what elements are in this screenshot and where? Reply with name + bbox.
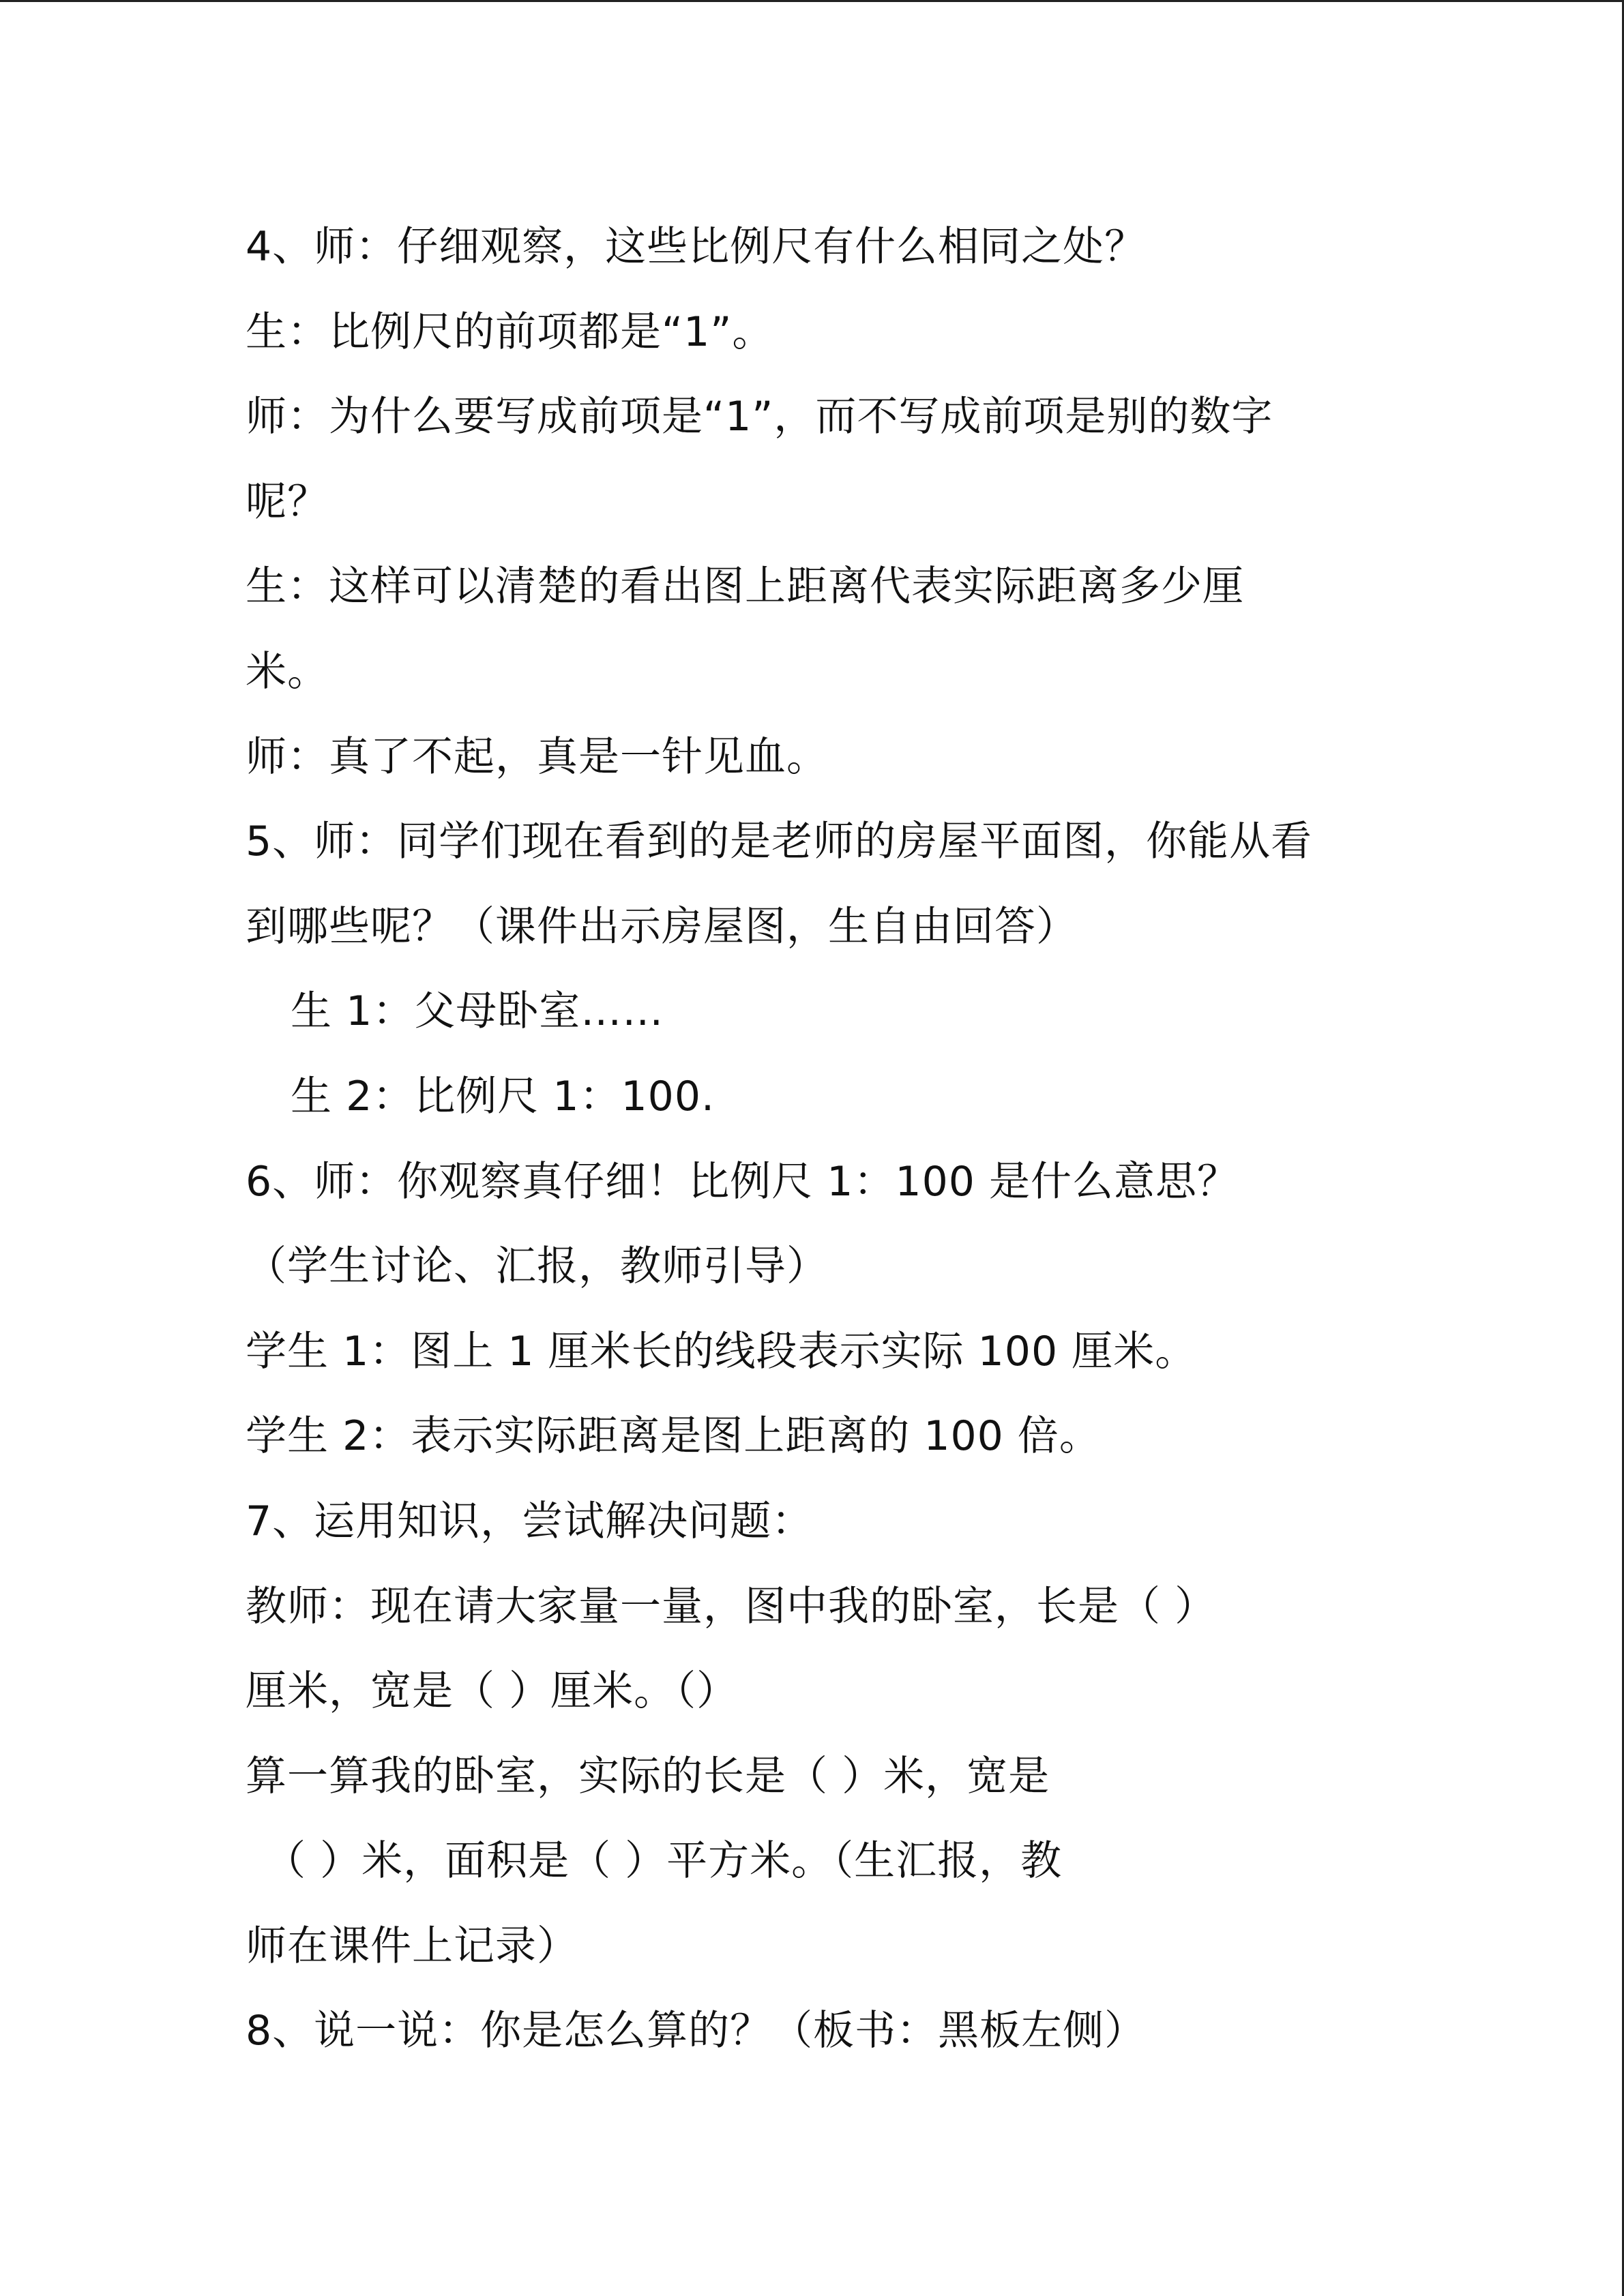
text-line: 生 1：父母卧室…… [291, 987, 664, 1036]
text-line: 学生 1：图上 1 厘米长的线段表示实际 100 厘米。 [246, 1327, 1197, 1375]
text-line: 算一算我的卧室，实际的长是（ ）米，宽是 [246, 1752, 1050, 1800]
text-line: 生：这样可以清楚的看出图上距离代表实际距离多少厘 [246, 563, 1244, 611]
text-line: 到哪些呢？（课件出示房屋图，生自由回答） [246, 902, 1078, 951]
text-line: 师：为什么要写成前项是“1”，而不写成前项是别的数字 [246, 393, 1273, 441]
page-border-top [0, 0, 1624, 2]
text-line: 6、师：你观察真仔细！比例尺 1：100 是什么意思？ [246, 1157, 1239, 1206]
text-line: （ ）米，面积是（ ）平方米。（生汇报，教 [265, 1837, 1063, 1885]
text-line: 生 2：比例尺 1：100. [291, 1072, 715, 1120]
text-line: 教师：现在请大家量一量，图中我的卧室，长是（ ） [246, 1582, 1217, 1630]
text-line: 厘米，宽是（ ）厘米。（） [246, 1667, 739, 1716]
document-body [246, 205, 1391, 2074]
text-line: 4、师：仔细观察，这些比例尺有什么相同之处？ [246, 223, 1147, 271]
text-line: 米。 [246, 647, 329, 696]
text-line: 8、说一说：你是怎么算的？（板书：黑板左侧） [246, 2007, 1147, 2055]
text-line: 7、运用知识，尝试解决问题： [246, 1497, 814, 1545]
text-line: 师在课件上记录） [246, 1922, 578, 1970]
text-line: （学生讨论、汇报，教师引导） [246, 1242, 828, 1291]
text-line: 呢？ [246, 477, 329, 526]
text-line: 学生 2：表示实际距离是图上距离的 100 倍。 [246, 1412, 1101, 1461]
text-line: 生：比例尺的前项都是“1”。 [246, 308, 774, 356]
text-line: 5、师：同学们现在看到的是老师的房屋平面图，你能从看 [246, 818, 1313, 866]
text-line: 师：真了不起，真是一针见血。 [246, 732, 828, 781]
